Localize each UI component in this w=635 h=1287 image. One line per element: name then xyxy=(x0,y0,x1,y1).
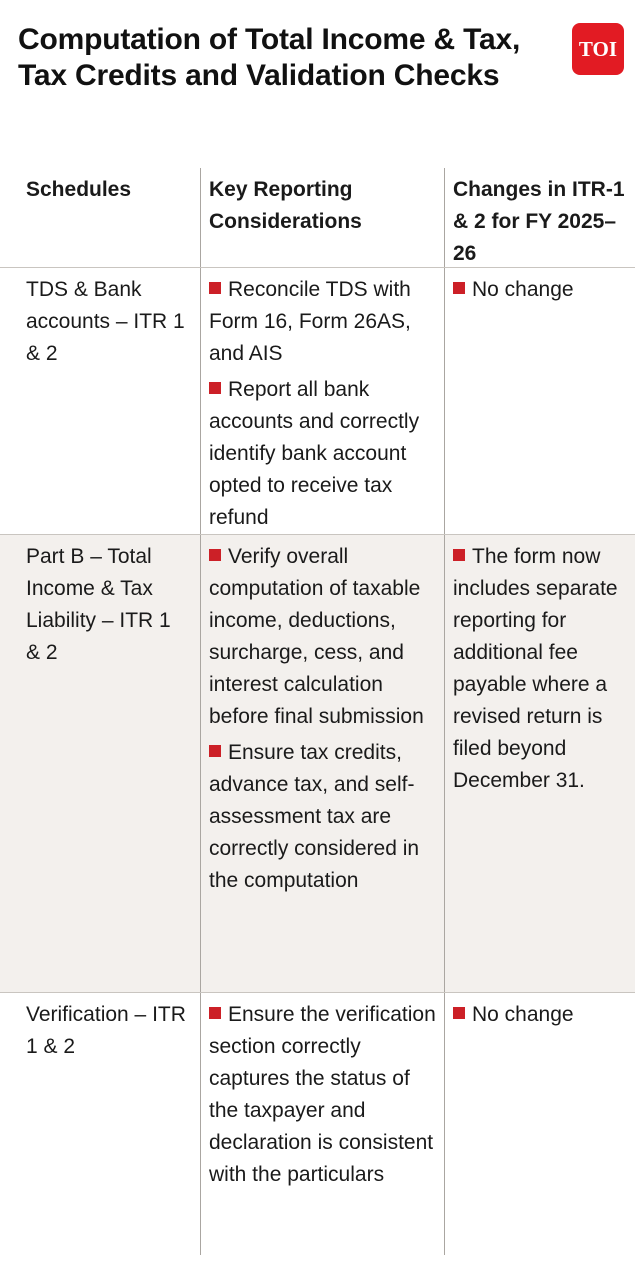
schedule-cell: Part B – Total Income & Tax Liability – ITR 1 & 2 xyxy=(26,545,171,664)
consideration-text: Verify overall computation of taxable income, deductions, surcharge, cess, and interest calculation before final submission xyxy=(209,545,424,728)
toi-logo: TOI xyxy=(572,23,624,75)
consideration-text: Reconcile TDS with Form 16, Form 26AS, and AIS xyxy=(209,278,411,365)
consideration-item xyxy=(209,541,438,733)
schedule-cell: Verification – ITR 1 & 2 xyxy=(26,1003,186,1058)
header-changes: Changes in ITR-1 & 2 for FY 2025–26 xyxy=(444,168,635,267)
red-square-bullet-icon xyxy=(209,282,221,294)
table-row xyxy=(0,267,635,535)
consideration-item xyxy=(209,999,438,1191)
consideration-text: Ensure the verification section correctly captures the status of the taxpayer and declaration is consistent with the particulars xyxy=(209,1003,436,1186)
change-item xyxy=(453,274,629,306)
change-text: No change xyxy=(472,278,574,301)
change-text: No change xyxy=(472,1003,574,1026)
red-square-bullet-icon xyxy=(209,745,221,757)
schedule-cell: TDS & Bank accounts – ITR 1 & 2 xyxy=(26,278,185,365)
schedules-table xyxy=(0,168,635,1255)
consideration-item xyxy=(209,374,438,534)
changes-cell xyxy=(444,268,635,534)
considerations-cell xyxy=(200,268,444,534)
consideration-item xyxy=(209,737,438,897)
considerations-cell xyxy=(200,993,444,1255)
consideration-text: Report all bank accounts and correctly identify bank account opted to receive tax refund xyxy=(209,378,420,529)
red-square-bullet-icon xyxy=(453,549,465,561)
red-square-bullet-icon xyxy=(209,1007,221,1019)
change-item xyxy=(453,999,629,1031)
change-text: The form now includes separate reporting for additional fee payable where a revised return is filed beyond December 31. xyxy=(453,545,618,792)
changes-cell xyxy=(444,993,635,1255)
changes-cell xyxy=(444,535,635,992)
table-row xyxy=(0,993,635,1255)
consideration-item xyxy=(209,274,438,370)
consideration-text: Ensure tax credits, advance tax, and self-assessment tax are correctly considered in the computation xyxy=(209,741,420,892)
header-schedules: Schedules xyxy=(26,178,132,201)
header-key-reporting-considerations: Key Reporting Considerations xyxy=(200,168,444,267)
red-square-bullet-icon xyxy=(453,282,465,294)
red-square-bullet-icon xyxy=(453,1007,465,1019)
table-header-row xyxy=(0,168,635,267)
red-square-bullet-icon xyxy=(209,382,221,394)
table-row xyxy=(0,535,635,993)
red-square-bullet-icon xyxy=(209,549,221,561)
page-title: Computation of Total Income & Tax, Tax Credits and Validation Checks xyxy=(18,23,521,92)
change-item xyxy=(453,541,629,797)
considerations-cell xyxy=(200,535,444,992)
